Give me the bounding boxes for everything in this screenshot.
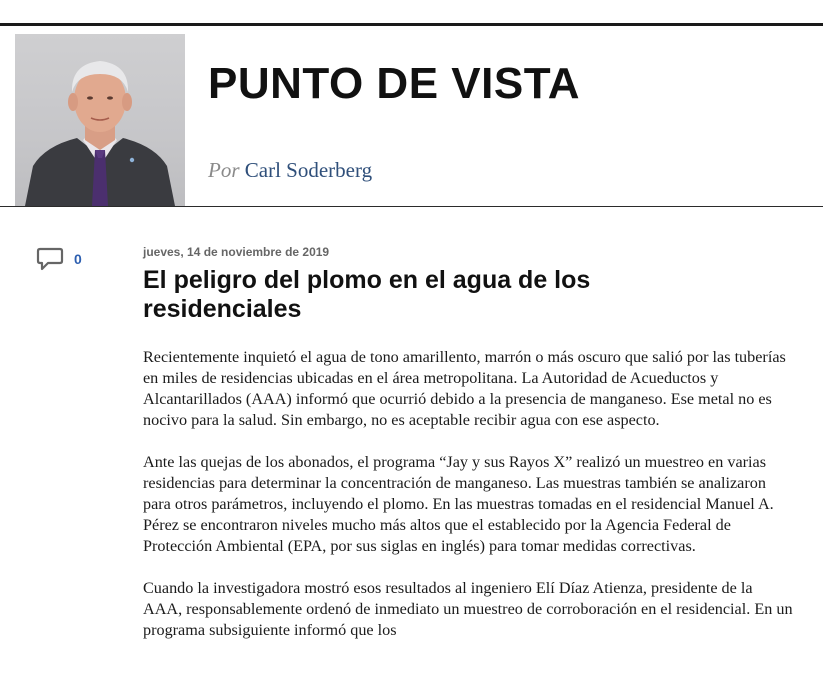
comment-count: 0	[74, 251, 82, 267]
author-link[interactable]: Carl Soderberg	[244, 158, 373, 182]
byline-prefix: Por	[208, 158, 240, 182]
article-paragraph: Recientemente inquietó el agua de tono amarillento, marrón o más oscuro que salió por las tuberías en miles de residencias ubicadas en el área metropolitana. La Autoridad de Acueductos y Alcantarillados (AAA) informó que ocurrió debido a la presencia de manganeso. Ese metal no es nocivo para la salud. Sin embargo, no es aceptable recibir agua con ese aspecto.	[143, 348, 786, 429]
column-title: PUNTO DE VISTA	[208, 59, 581, 108]
header-divider	[0, 206, 823, 207]
article-body	[143, 347, 793, 641]
article-paragraph: Ante las quejas de los abonados, el programa “Jay y sus Rayos X” realizó un muestreo en varias residencias para determinar la concentración de manganeso. Las muestras también se analizaron para otros parámetros, incluyendo el plomo. En las muestras tomadas en el residencial Manuel A. Pérez se encontraron niveles mucho más altos que el establecido por la Agencia Federal de Protección Ambiental (EPA, por sus siglas en inglés) para tomar medidas correctivas.	[143, 453, 774, 555]
byline	[208, 158, 372, 183]
comment-bubble-icon	[36, 246, 64, 272]
article-headline: El peligro del plomo en el agua de los residenciales	[143, 266, 591, 323]
author-photo	[15, 34, 185, 206]
article-paragraph: Cuando la investigadora mostró esos resultados al ingeniero Elí Díaz Atienza, presidente de la AAA, responsablemente ordenó de inmediato un muestreo de corroboración en el residencial. En un programa subsiguiente informó que los	[143, 579, 793, 639]
article	[143, 244, 793, 662]
comments-button[interactable]	[36, 246, 82, 272]
top-divider	[0, 23, 823, 26]
article-date: jueves, 14 de noviembre de 2019	[143, 245, 330, 259]
